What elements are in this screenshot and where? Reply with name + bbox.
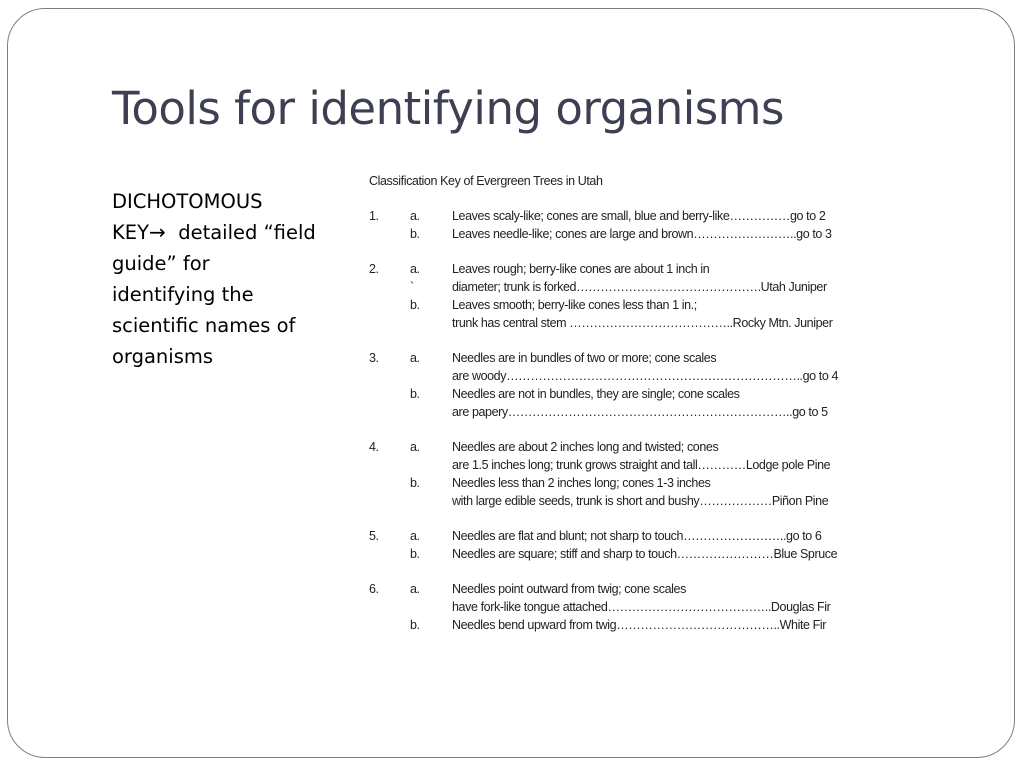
key-row: [369, 278, 914, 296]
key-row: [369, 207, 914, 225]
choice-text: Needles are flat and blunt; not sharp to touch……………………..go to 6: [452, 529, 822, 543]
choice-letter: b.: [410, 547, 420, 561]
key-row: [369, 260, 914, 278]
step-number: 5.: [369, 529, 379, 543]
choice-letter: `: [410, 280, 414, 294]
choice-text: Leaves needle-like; cones are large and brown……………………..go to 3: [452, 227, 832, 241]
key-group: [369, 260, 914, 332]
key-row: [369, 456, 914, 474]
choice-text: Needles are square; stiff and sharp to touch……………………Blue Spruce: [452, 547, 838, 561]
choice-text: Needles are not in bundles, they are single; cone scales: [452, 387, 740, 401]
choice-text: Needles bend upward from twig…………………………………..White Fir: [452, 618, 827, 632]
step-number: 1.: [369, 209, 379, 223]
choice-letter: a.: [410, 209, 420, 223]
key-group: [369, 438, 914, 510]
key-term: DICHOTOMOUS KEY: [112, 190, 263, 244]
arrow-right-icon: →: [149, 220, 166, 244]
choice-text: diameter; trunk is forked……………………………………….Utah Juniper: [452, 280, 827, 294]
dichotomous-key-description: [112, 186, 317, 372]
choice-text: are woody………………………………………………………………..go to 4: [452, 369, 839, 383]
key-row: [369, 545, 914, 563]
classification-key: [369, 172, 914, 651]
choice-text: Leaves smooth; berry-like cones less than 1 in.;: [452, 298, 697, 312]
key-group: [369, 349, 914, 421]
choice-letter: b.: [410, 387, 420, 401]
key-row: [369, 474, 914, 492]
choice-letter: b.: [410, 227, 420, 241]
choice-text: are 1.5 inches long; trunk grows straight and tall…………Lodge pole Pine: [452, 458, 831, 472]
choice-text: Leaves rough; berry-like cones are about 1 inch in: [452, 262, 710, 276]
key-title: Classification Key of Evergreen Trees in Utah: [369, 174, 603, 188]
key-row: [369, 296, 914, 314]
key-row: [369, 403, 914, 421]
key-row: [369, 367, 914, 385]
step-number: 3.: [369, 351, 379, 365]
choice-letter: b.: [410, 298, 420, 312]
step-number: 6.: [369, 582, 379, 596]
key-description: detailed “field guide” for identifying the scientific names of organisms: [112, 221, 316, 368]
choice-text: Needles are about 2 inches long and twisted; cones: [452, 440, 719, 454]
choice-text: are papery……………………………………………………………..go to 5: [452, 405, 828, 419]
key-row: [369, 438, 914, 456]
choice-text: Needles less than 2 inches long; cones 1-3 inches: [452, 476, 711, 490]
key-row: [369, 492, 914, 510]
choice-letter: a.: [410, 582, 420, 596]
key-row: [369, 385, 914, 403]
choice-letter: a.: [410, 440, 420, 454]
key-group: [369, 580, 914, 634]
choice-text: Needles are in bundles of two or more; cone scales: [452, 351, 717, 365]
key-row: [369, 598, 914, 616]
key-row: [369, 314, 914, 332]
key-row: [369, 616, 914, 634]
slide-title: Tools for identifying organisms: [112, 82, 784, 135]
key-group: [369, 527, 914, 563]
choice-text: trunk has central stem …………………………………..Rocky Mtn. Juniper: [452, 316, 833, 330]
choice-text: Needles point outward from twig; cone scales: [452, 582, 686, 596]
key-row: [369, 580, 914, 598]
choice-letter: a.: [410, 529, 420, 543]
key-row: [369, 225, 914, 243]
key-groups: [369, 207, 914, 634]
key-row: [369, 349, 914, 367]
step-number: 4.: [369, 440, 379, 454]
choice-letter: b.: [410, 618, 420, 632]
choice-text: Leaves scaly-like; cones are small, blue and berry-like……………go to 2: [452, 209, 826, 223]
choice-text: have fork-like tongue attached…………………………………..Douglas Fir: [452, 600, 831, 614]
key-group: [369, 207, 914, 243]
choice-letter: a.: [410, 262, 420, 276]
choice-text: with large edible seeds, trunk is short and bushy………………Piñon Pine: [452, 494, 829, 508]
step-number: 2.: [369, 262, 379, 276]
choice-letter: b.: [410, 476, 420, 490]
choice-letter: a.: [410, 351, 420, 365]
key-row: [369, 527, 914, 545]
